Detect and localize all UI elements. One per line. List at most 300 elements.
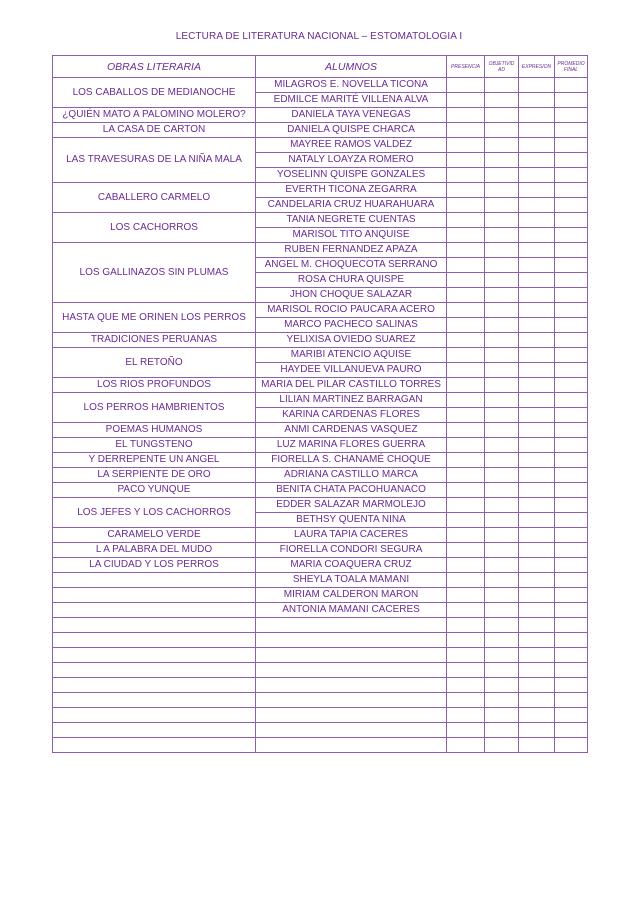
table-row [53, 243, 588, 258]
table-row [53, 303, 588, 318]
expresion-cell[interactable] [519, 573, 555, 588]
presencia-cell[interactable] [447, 273, 485, 288]
alumno-cell: CANDELARIA CRUZ HUARAHUARA [256, 198, 447, 213]
presencia-cell[interactable] [447, 138, 485, 153]
alumno-cell[interactable] [256, 663, 447, 678]
presencia-cell[interactable] [447, 198, 485, 213]
presencia-cell[interactable] [447, 693, 485, 708]
promedio-cell[interactable] [555, 678, 588, 693]
objetividad-cell[interactable] [485, 198, 519, 213]
alumno-cell: EDMILCE MARITÉ VILLENA ALVA [256, 93, 447, 108]
presencia-cell[interactable] [447, 93, 485, 108]
objetividad-cell[interactable] [485, 273, 519, 288]
promedio-cell[interactable] [555, 483, 588, 498]
obra-cell [53, 588, 256, 603]
expresion-cell[interactable] [519, 363, 555, 378]
alumno-cell: HAYDEE VILLANUEVA PAURO [256, 363, 447, 378]
objetividad-cell[interactable] [485, 228, 519, 243]
table-row [53, 393, 588, 408]
presencia-cell[interactable] [447, 213, 485, 228]
objetividad-cell[interactable] [485, 378, 519, 393]
empty-row [53, 678, 588, 693]
obra-cell[interactable] [53, 648, 256, 663]
expresion-cell[interactable] [519, 243, 555, 258]
obra-cell[interactable] [53, 618, 256, 633]
objetividad-cell[interactable] [485, 423, 519, 438]
obra-cell[interactable] [53, 708, 256, 723]
promedio-cell[interactable] [555, 93, 588, 108]
objetividad-cell[interactable] [485, 168, 519, 183]
header-objetividad: OBJETIVID AD [485, 56, 519, 78]
promedio-cell[interactable] [555, 303, 588, 318]
objetividad-cell[interactable] [485, 393, 519, 408]
obra-cell[interactable] [53, 633, 256, 648]
obra-cell[interactable] [53, 723, 256, 738]
objetividad-cell[interactable] [485, 408, 519, 423]
expresion-cell[interactable] [519, 438, 555, 453]
alumno-cell: SHEYLA TOALA MAMANI [256, 573, 447, 588]
alumno-cell: ANMI CARDENAS VASQUEZ [256, 423, 447, 438]
table-row [53, 588, 588, 603]
objetividad-cell[interactable] [485, 723, 519, 738]
alumno-cell: LAURA TAPIA CACERES [256, 528, 447, 543]
objetividad-cell[interactable] [485, 243, 519, 258]
expresion-cell[interactable] [519, 468, 555, 483]
table-row [53, 603, 588, 618]
presencia-cell[interactable] [447, 123, 485, 138]
expresion-cell[interactable] [519, 558, 555, 573]
expresion-cell[interactable] [519, 183, 555, 198]
promedio-cell[interactable] [555, 153, 588, 168]
presencia-cell[interactable] [447, 288, 485, 303]
table-row [53, 453, 588, 468]
presencia-cell[interactable] [447, 393, 485, 408]
objetividad-cell[interactable] [485, 438, 519, 453]
alumno-cell[interactable] [256, 633, 447, 648]
table-row [53, 528, 588, 543]
roster-table [52, 55, 588, 753]
expresion-cell[interactable] [519, 483, 555, 498]
objetividad-cell[interactable] [485, 138, 519, 153]
obra-cell: LOS PERROS HAMBRIENTOS [53, 393, 256, 423]
expresion-cell[interactable] [519, 648, 555, 663]
table-row [53, 378, 588, 393]
objetividad-cell[interactable] [485, 543, 519, 558]
presencia-cell[interactable] [447, 558, 485, 573]
promedio-cell[interactable] [555, 378, 588, 393]
objetividad-cell[interactable] [485, 498, 519, 513]
objetividad-cell[interactable] [485, 108, 519, 123]
obra-cell: TRADICIONES PERUANAS [53, 333, 256, 348]
objetividad-cell[interactable] [485, 603, 519, 618]
expresion-cell[interactable] [519, 633, 555, 648]
promedio-cell[interactable] [555, 588, 588, 603]
expresion-cell[interactable] [519, 513, 555, 528]
objetividad-cell[interactable] [485, 153, 519, 168]
alumno-cell: FIORELLA S. CHANAMÉ CHOQUE [256, 453, 447, 468]
objetividad-cell[interactable] [485, 93, 519, 108]
alumno-cell: ADRIANA CASTILLO MARCA [256, 468, 447, 483]
expresion-cell[interactable] [519, 498, 555, 513]
promedio-cell[interactable] [555, 528, 588, 543]
promedio-cell[interactable] [555, 543, 588, 558]
expresion-cell[interactable] [519, 693, 555, 708]
expresion-cell[interactable] [519, 333, 555, 348]
table-row [53, 438, 588, 453]
presencia-cell[interactable] [447, 228, 485, 243]
header-obras: OBRAS LITERARIA [53, 56, 256, 78]
expresion-cell[interactable] [519, 198, 555, 213]
expresion-cell[interactable] [519, 258, 555, 273]
expresion-cell[interactable] [519, 123, 555, 138]
expresion-cell[interactable] [519, 273, 555, 288]
presencia-cell[interactable] [447, 723, 485, 738]
promedio-cell[interactable] [555, 453, 588, 468]
promedio-cell[interactable] [555, 108, 588, 123]
presencia-cell[interactable] [447, 708, 485, 723]
alumno-cell: MARISOL ROCIO PAUCARA ACERO [256, 303, 447, 318]
obra-cell: LOS RIOS PROFUNDOS [53, 378, 256, 393]
table-row [53, 138, 588, 153]
alumno-cell: BETHSY QUENTA NINA [256, 513, 447, 528]
expresion-cell[interactable] [519, 228, 555, 243]
presencia-cell[interactable] [447, 408, 485, 423]
promedio-cell[interactable] [555, 573, 588, 588]
expresion-cell[interactable] [519, 213, 555, 228]
objetividad-cell[interactable] [485, 303, 519, 318]
alumno-cell: MARCO PACHECO SALINAS [256, 318, 447, 333]
header-promedio: PROMEDIO FINAL [555, 56, 588, 78]
table-row [53, 423, 588, 438]
expresion-cell[interactable] [519, 678, 555, 693]
objetividad-cell[interactable] [485, 183, 519, 198]
expresion-cell[interactable] [519, 318, 555, 333]
table-row [53, 558, 588, 573]
promedio-cell[interactable] [555, 273, 588, 288]
objetividad-cell[interactable] [485, 363, 519, 378]
alumno-cell: RUBEN FERNANDEZ APAZA [256, 243, 447, 258]
page-title: LECTURA DE LITERATURA NACIONAL – ESTOMATOLOGIA I [175, 31, 463, 42]
promedio-cell[interactable] [555, 198, 588, 213]
presencia-cell[interactable] [447, 333, 485, 348]
obra-cell: LOS CABALLOS DE MEDIANOCHE [53, 78, 256, 108]
promedio-cell[interactable] [555, 168, 588, 183]
obra-cell[interactable] [53, 693, 256, 708]
promedio-cell[interactable] [555, 333, 588, 348]
alumno-cell: NATALY LOAYZA ROMERO [256, 153, 447, 168]
obra-cell[interactable] [53, 663, 256, 678]
alumno-cell: MARIBI ATENCIO AQUISE [256, 348, 447, 363]
presencia-cell[interactable] [447, 243, 485, 258]
presencia-cell[interactable] [447, 438, 485, 453]
alumno-cell: JHON CHOQUE SALAZAR [256, 288, 447, 303]
alumno-cell: YOSELINN QUISPE GONZALES [256, 168, 447, 183]
empty-row [53, 693, 588, 708]
presencia-cell[interactable] [447, 633, 485, 648]
alumno-cell: EVERTH TICONA ZEGARRA [256, 183, 447, 198]
promedio-cell[interactable] [555, 138, 588, 153]
roster-body [53, 78, 588, 753]
table-row [53, 573, 588, 588]
alumno-cell: YELIXISA OVIEDO SUAREZ [256, 333, 447, 348]
objetividad-cell[interactable] [485, 348, 519, 363]
promedio-cell[interactable] [555, 723, 588, 738]
promedio-cell[interactable] [555, 393, 588, 408]
promedio-cell[interactable] [555, 738, 588, 753]
alumno-cell: LILIAN MARTINEZ BARRAGAN [256, 393, 447, 408]
expresion-cell[interactable] [519, 543, 555, 558]
alumno-cell[interactable] [256, 618, 447, 633]
obra-cell: L A PALABRA DEL MUDO [53, 543, 256, 558]
promedio-cell[interactable] [555, 288, 588, 303]
expresion-cell[interactable] [519, 168, 555, 183]
objetividad-cell[interactable] [485, 573, 519, 588]
presencia-cell[interactable] [447, 483, 485, 498]
table-row [53, 348, 588, 363]
table-row [53, 78, 588, 93]
presencia-cell[interactable] [447, 303, 485, 318]
promedio-cell[interactable] [555, 243, 588, 258]
obra-cell[interactable] [53, 738, 256, 753]
alumno-cell: ANGEL M. CHOQUECOTA SERRANO [256, 258, 447, 273]
expresion-cell[interactable] [519, 408, 555, 423]
promedio-cell[interactable] [555, 558, 588, 573]
table-row [53, 543, 588, 558]
table-row [53, 123, 588, 138]
presencia-cell[interactable] [447, 738, 485, 753]
header-expresion: EXPRESION [519, 56, 555, 78]
objetividad-cell[interactable] [485, 483, 519, 498]
presencia-cell[interactable] [447, 168, 485, 183]
table-row [53, 108, 588, 123]
empty-row [53, 723, 588, 738]
obra-cell[interactable] [53, 678, 256, 693]
obra-cell: LA CASA DE CARTON [53, 123, 256, 138]
alumno-cell: MARISOL TITO ANQUISE [256, 228, 447, 243]
alumno-cell: LUZ MARINA FLORES GUERRA [256, 438, 447, 453]
presencia-cell[interactable] [447, 378, 485, 393]
expresion-cell[interactable] [519, 303, 555, 318]
objetividad-cell[interactable] [485, 453, 519, 468]
obra-cell: LOS GALLINAZOS SIN PLUMAS [53, 243, 256, 303]
obra-cell: CABALLERO CARMELO [53, 183, 256, 213]
objetividad-cell[interactable] [485, 513, 519, 528]
presencia-cell[interactable] [447, 513, 485, 528]
promedio-cell[interactable] [555, 423, 588, 438]
expresion-cell[interactable] [519, 93, 555, 108]
promedio-cell[interactable] [555, 408, 588, 423]
obra-cell: CARAMELO VERDE [53, 528, 256, 543]
table-row [53, 498, 588, 513]
alumno-cell: MARIA DEL PILAR CASTILLO TORRES [256, 378, 447, 393]
objetividad-cell[interactable] [485, 618, 519, 633]
alumno-cell[interactable] [256, 723, 447, 738]
promedio-cell[interactable] [555, 348, 588, 363]
expresion-cell[interactable] [519, 723, 555, 738]
expresion-cell[interactable] [519, 393, 555, 408]
promedio-cell[interactable] [555, 438, 588, 453]
presencia-cell[interactable] [447, 603, 485, 618]
table-row [53, 213, 588, 228]
promedio-cell[interactable] [555, 123, 588, 138]
alumno-cell[interactable] [256, 678, 447, 693]
expresion-cell[interactable] [519, 618, 555, 633]
table-header-row [53, 56, 588, 78]
alumno-cell: MIRIAM CALDERON MARON [256, 588, 447, 603]
objetividad-cell[interactable] [485, 333, 519, 348]
presencia-cell[interactable] [447, 318, 485, 333]
presencia-cell[interactable] [447, 348, 485, 363]
presencia-cell[interactable] [447, 528, 485, 543]
expresion-cell[interactable] [519, 603, 555, 618]
obra-cell [53, 573, 256, 588]
obra-cell: ¿QUIÉN MATO A PALOMINO MOLERO? [53, 108, 256, 123]
table-row [53, 468, 588, 483]
promedio-cell[interactable] [555, 318, 588, 333]
presencia-cell[interactable] [447, 498, 485, 513]
presencia-cell[interactable] [447, 663, 485, 678]
obra-cell: Y DERREPENTE UN ANGEL [53, 453, 256, 468]
objetividad-cell[interactable] [485, 318, 519, 333]
promedio-cell[interactable] [555, 363, 588, 378]
table-row [53, 183, 588, 198]
presencia-cell[interactable] [447, 183, 485, 198]
presencia-cell[interactable] [447, 153, 485, 168]
promedio-cell[interactable] [555, 213, 588, 228]
expresion-cell[interactable] [519, 708, 555, 723]
empty-row [53, 633, 588, 648]
expresion-cell[interactable] [519, 663, 555, 678]
promedio-cell[interactable] [555, 228, 588, 243]
table-row [53, 483, 588, 498]
promedio-cell[interactable] [555, 618, 588, 633]
objetividad-cell[interactable] [485, 528, 519, 543]
expresion-cell[interactable] [519, 588, 555, 603]
promedio-cell[interactable] [555, 663, 588, 678]
alumno-cell: FIORELLA CONDORI SEGURA [256, 543, 447, 558]
alumno-cell[interactable] [256, 738, 447, 753]
objetividad-cell[interactable] [485, 258, 519, 273]
presencia-cell[interactable] [447, 678, 485, 693]
obra-cell: EL TUNGSTENO [53, 438, 256, 453]
presencia-cell[interactable] [447, 453, 485, 468]
objetividad-cell[interactable] [485, 78, 519, 93]
expresion-cell[interactable] [519, 423, 555, 438]
obra-cell: LOS CACHORROS [53, 213, 256, 243]
alumno-cell: ROSA CHURA QUISPE [256, 273, 447, 288]
expresion-cell[interactable] [519, 378, 555, 393]
objetividad-cell[interactable] [485, 693, 519, 708]
promedio-cell[interactable] [555, 603, 588, 618]
alumno-cell: ANTONIA MAMANI CACERES [256, 603, 447, 618]
expresion-cell[interactable] [519, 153, 555, 168]
alumno-cell: DANIELA QUISPE CHARCA [256, 123, 447, 138]
presencia-cell[interactable] [447, 588, 485, 603]
alumno-cell: DANIELA TAYA VENEGAS [256, 108, 447, 123]
empty-row [53, 663, 588, 678]
presencia-cell[interactable] [447, 423, 485, 438]
obra-cell: LOS JEFES Y LOS CACHORROS [53, 498, 256, 528]
empty-row [53, 648, 588, 663]
alumno-cell[interactable] [256, 708, 447, 723]
expresion-cell[interactable] [519, 108, 555, 123]
presencia-cell[interactable] [447, 468, 485, 483]
expresion-cell[interactable] [519, 528, 555, 543]
objetividad-cell[interactable] [485, 663, 519, 678]
promedio-cell[interactable] [555, 468, 588, 483]
presencia-cell[interactable] [447, 543, 485, 558]
objetividad-cell[interactable] [485, 213, 519, 228]
alumno-cell[interactable] [256, 693, 447, 708]
empty-row [53, 708, 588, 723]
promedio-cell[interactable] [555, 693, 588, 708]
promedio-cell[interactable] [555, 633, 588, 648]
alumno-cell[interactable] [256, 648, 447, 663]
expresion-cell[interactable] [519, 453, 555, 468]
alumno-cell: BENITA CHATA PACOHUANACO [256, 483, 447, 498]
promedio-cell[interactable] [555, 498, 588, 513]
expresion-cell[interactable] [519, 78, 555, 93]
objetividad-cell[interactable] [485, 288, 519, 303]
obra-cell: POEMAS HUMANOS [53, 423, 256, 438]
obra-cell: PACO YUNQUE [53, 483, 256, 498]
objetividad-cell[interactable] [485, 633, 519, 648]
obra-cell: EL RETOÑO [53, 348, 256, 378]
header-presencia: PRESENCIA [447, 56, 485, 78]
presencia-cell[interactable] [447, 258, 485, 273]
presencia-cell[interactable] [447, 648, 485, 663]
presencia-cell[interactable] [447, 573, 485, 588]
presencia-cell[interactable] [447, 108, 485, 123]
promedio-cell[interactable] [555, 648, 588, 663]
promedio-cell[interactable] [555, 513, 588, 528]
objetividad-cell[interactable] [485, 738, 519, 753]
alumno-cell: EDDER SALAZAR MARMOLEJO [256, 498, 447, 513]
alumno-cell: MARIA COAQUERA CRUZ [256, 558, 447, 573]
promedio-cell[interactable] [555, 183, 588, 198]
alumno-cell: TANIA NEGRETE CUENTAS [256, 213, 447, 228]
presencia-cell[interactable] [447, 363, 485, 378]
empty-row [53, 618, 588, 633]
objetividad-cell[interactable] [485, 708, 519, 723]
header-alumnos: ALUMNOS [256, 56, 447, 78]
expresion-cell[interactable] [519, 738, 555, 753]
expresion-cell[interactable] [519, 348, 555, 363]
alumno-cell: MAYREE RAMOS VALDEZ [256, 138, 447, 153]
obra-cell: LA CIUDAD Y LOS PERROS [53, 558, 256, 573]
presencia-cell[interactable] [447, 618, 485, 633]
alumno-cell: MILAGROS E. NOVELLA TICONA [256, 78, 447, 93]
objetividad-cell[interactable] [485, 558, 519, 573]
obra-cell: LA SERPIENTE DE ORO [53, 468, 256, 483]
objetividad-cell[interactable] [485, 123, 519, 138]
objetividad-cell[interactable] [485, 678, 519, 693]
obra-cell: LAS TRAVESURAS DE LA NIÑA MALA [53, 138, 256, 183]
promedio-cell[interactable] [555, 78, 588, 93]
table-row [53, 333, 588, 348]
promedio-cell[interactable] [555, 258, 588, 273]
objetividad-cell[interactable] [485, 588, 519, 603]
empty-row [53, 738, 588, 753]
alumno-cell: KARINA CARDENAS FLORES [256, 408, 447, 423]
expresion-cell[interactable] [519, 138, 555, 153]
obra-cell: HASTA QUE ME ORINEN LOS PERROS [53, 303, 256, 333]
objetividad-cell[interactable] [485, 468, 519, 483]
expresion-cell[interactable] [519, 288, 555, 303]
objetividad-cell[interactable] [485, 648, 519, 663]
presencia-cell[interactable] [447, 78, 485, 93]
promedio-cell[interactable] [555, 708, 588, 723]
